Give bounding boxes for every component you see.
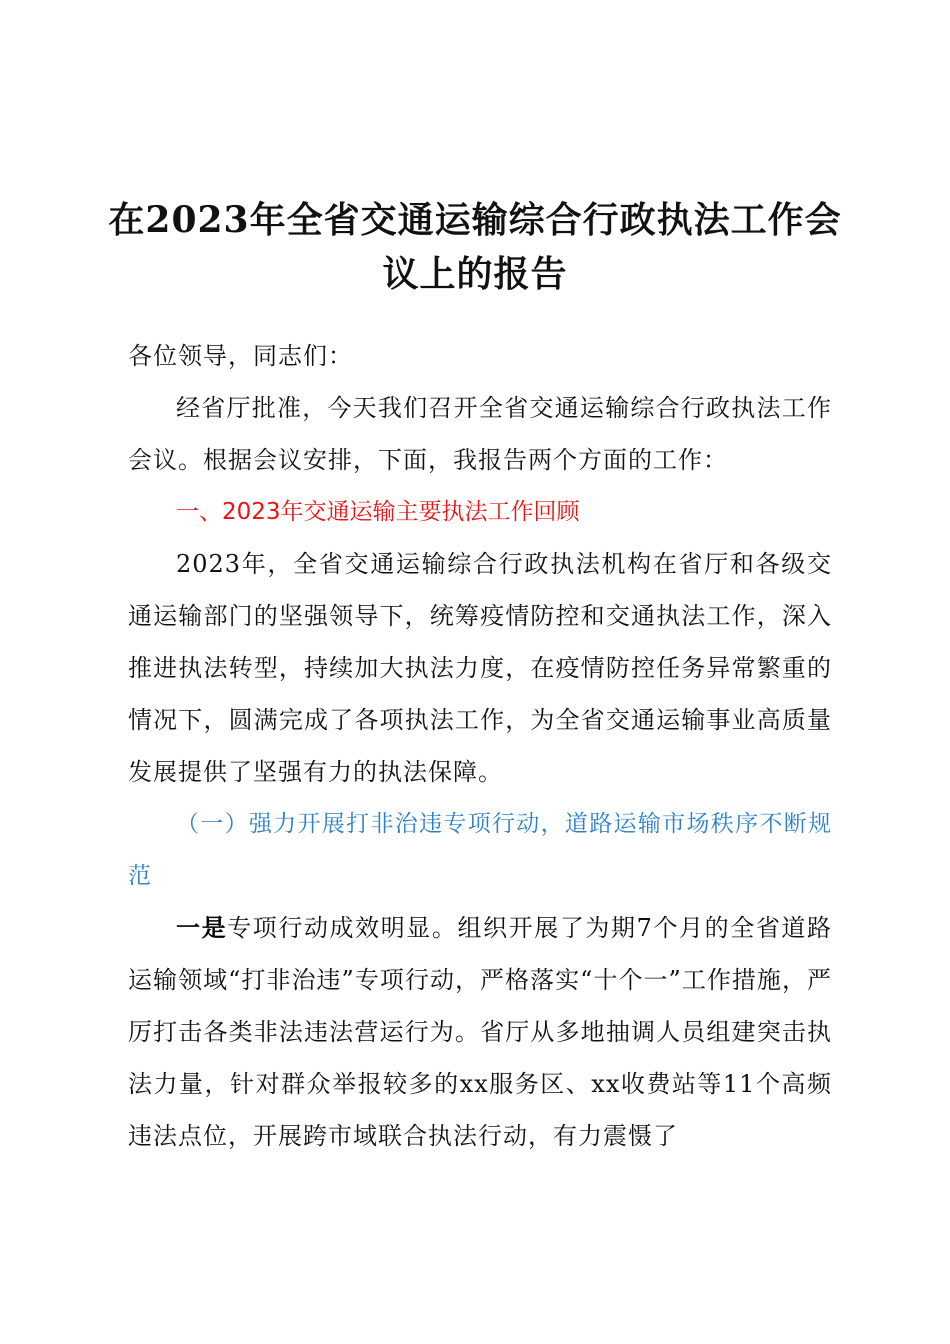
paragraph-special-action bbox=[128, 902, 832, 1162]
section-heading-review: 一、2023年交通运输主要执法工作回顾 bbox=[176, 499, 580, 525]
salutation: 各位领导，同志们： bbox=[128, 342, 353, 370]
paragraph-intro: 经省厅批准，今天我们召开全省交通运输综合行政执法工作会议。根据会议安排，下面，我报告两个方面的工作： bbox=[128, 394, 832, 474]
document-title-line1: 在2023年全省交通运输综合行政执法工作会 bbox=[108, 199, 842, 241]
paragraph-overview: 2023年，全省交通运输综合行政执法机构在省厅和各级交通运输部门的坚强领导下，统筹疫情防控和交通执法工作，深入推进执法转型，持续加大执法力度，在疫情防控任务异常繁重的情况下，圆满完成了各项执法工作，为全省交通运输事业高质量发展提供了坚强有力的执法保障。 bbox=[128, 550, 832, 786]
paragraph-lead: 一是 bbox=[176, 913, 228, 942]
document-title-line2: 议上的报告 bbox=[382, 253, 568, 295]
paragraph-body: 专项行动成效明显。组织开展了为期7个月的全省道路运输领域“打非治违”专项行动，严格落实“十个一”工作措施，严厉打击各类非法违法营运行为。省厅从多地抽调人员组建突击执法力量，针对群众举报较多的xx服务区、xx收费站等11个高频违法点位，开展跨市域联合执法行动，有力震慑了 bbox=[128, 914, 832, 1150]
subsection-heading-1: （一）强力开展打非治违专项行动，道路运输市场秩序不断规范 bbox=[128, 811, 832, 889]
